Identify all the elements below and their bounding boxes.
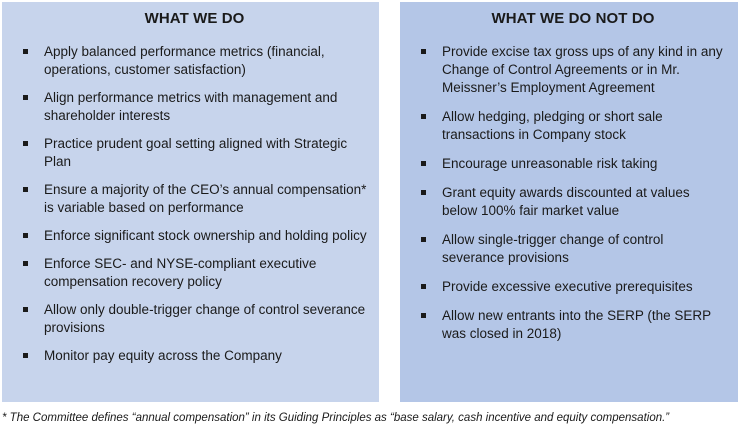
list-item-text: Apply balanced performance metrics (financial, operations, customer satisfaction) <box>44 44 325 77</box>
what-we-do-not-do-panel <box>400 2 738 402</box>
list-item-text: Allow hedging, pledging or short sale transactions in Company stock <box>442 109 663 142</box>
list-item-text: Enforce SEC- and NYSE-compliant executive compensation recovery policy <box>44 256 317 289</box>
list-item-text: Ensure a majority of the CEO’s annual compensation* is variable based on performance <box>44 182 367 215</box>
square-bullet-icon <box>421 161 426 166</box>
square-bullet-icon <box>23 95 28 100</box>
square-bullet-icon <box>421 49 426 54</box>
square-bullet-icon <box>421 313 426 318</box>
square-bullet-icon <box>23 261 28 266</box>
list-item <box>20 43 369 79</box>
list-item-text: Monitor pay equity across the Company <box>44 348 282 363</box>
list-item <box>20 347 369 365</box>
list-item <box>418 231 728 267</box>
list-item-text: Grant equity awards discounted at values below 100% fair market value <box>442 185 690 218</box>
footnote: * The Committee defines “annual compensation” in its Guiding Principles as “base salary, cash incentive and equity compensation.” <box>2 412 670 424</box>
square-bullet-icon <box>23 141 28 146</box>
list-item <box>418 155 728 173</box>
list-item-text: Practice prudent goal setting aligned with Strategic Plan <box>44 136 348 169</box>
list-item <box>418 43 728 97</box>
list-item <box>418 184 728 220</box>
what-we-do-list <box>20 43 369 365</box>
list-item <box>20 89 369 125</box>
list-item-text: Align performance metrics with management and shareholder interests <box>44 90 338 123</box>
what-we-do-title: WHAT WE DO <box>144 10 245 27</box>
square-bullet-icon <box>23 187 28 192</box>
square-bullet-icon <box>421 237 426 242</box>
what-we-do-panel <box>2 2 379 402</box>
square-bullet-icon <box>23 353 28 358</box>
square-bullet-icon <box>23 307 28 312</box>
square-bullet-icon <box>421 190 426 195</box>
list-item <box>418 307 728 343</box>
list-item <box>20 135 369 171</box>
what-we-do-not-do-title: WHAT WE DO NOT DO <box>491 10 655 27</box>
square-bullet-icon <box>23 49 28 54</box>
list-item-text: Provide excise tax gross ups of any kind in any Change of Control Agreements or in Mr. Meissner’s Employment Agreement <box>442 44 723 95</box>
list-item-text: Enforce significant stock ownership and holding policy <box>44 228 367 243</box>
square-bullet-icon <box>23 233 28 238</box>
list-item-text: Allow single-trigger change of control severance provisions <box>442 232 664 265</box>
list-item <box>418 278 728 296</box>
list-item-text: Allow only double-trigger change of control severance provisions <box>44 302 366 335</box>
list-item-text: Encourage unreasonable risk taking <box>442 156 658 171</box>
list-item <box>418 108 728 144</box>
list-item <box>20 181 369 217</box>
list-item-text: Provide excessive executive prerequisites <box>442 279 693 294</box>
list-item <box>20 255 369 291</box>
square-bullet-icon <box>421 114 426 119</box>
list-item <box>20 301 369 337</box>
list-item <box>20 227 369 245</box>
list-item-text: Allow new entrants into the SERP (the SERP was closed in 2018) <box>442 308 711 341</box>
what-we-do-not-do-list <box>418 43 728 343</box>
square-bullet-icon <box>421 284 426 289</box>
